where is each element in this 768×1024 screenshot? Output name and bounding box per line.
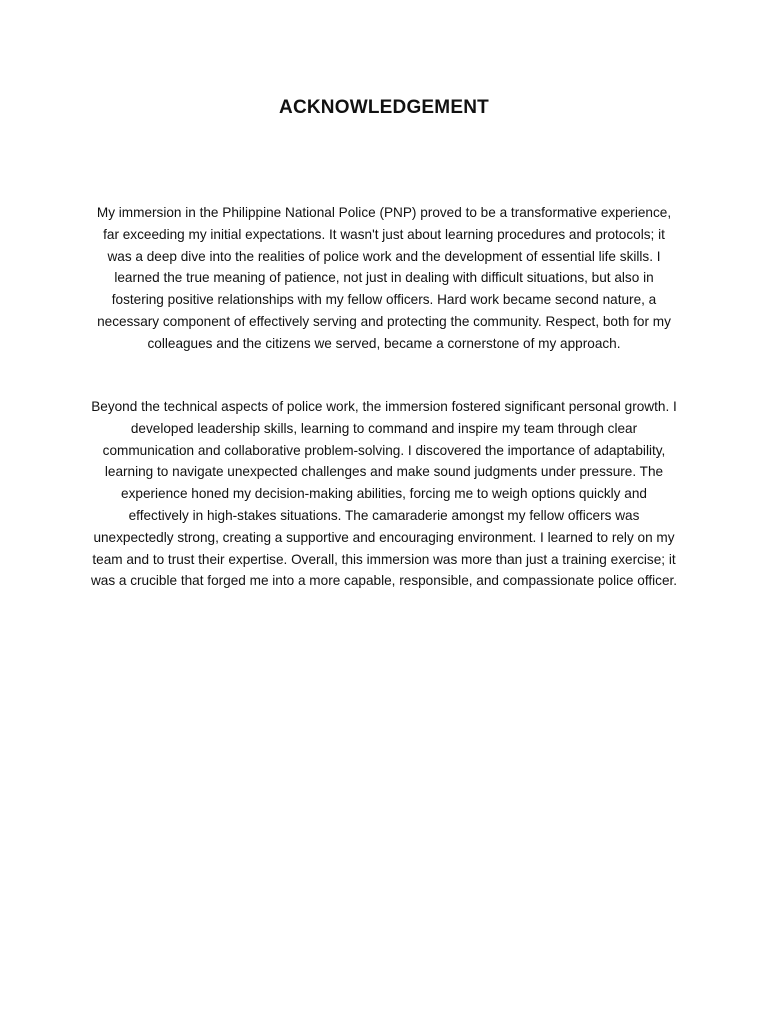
paragraph-1: My immersion in the Philippine National Police (PNP) proved to be a transformative experience, far exceeding my initial expectations. It wasn't just about learning procedures and protocols; it was a deep dive into the realities of police work and the development of essential life skills. I learned the true meaning of patience, not just in dealing with difficult situations, but also in fostering positive relationships with my fellow officers. Hard work became second nature, a necessary component of effectively serving and protecting the community. Respect, both for my colleagues and the citizens we served, became a cornerstone of my approach.	[96, 205, 672, 351]
document-title: ACKNOWLEDGEMENT	[279, 97, 489, 118]
paragraph-2: Beyond the technical aspects of police work, the immersion fostered significant personal growth. I developed leadership skills, learning to command and inspire my team through clear communication and collaborative problem-solving. I discovered the importance of adaptability, learning to navigate unexpected challenges and make sound judgments under pressure. The experience honed my decision-making abilities, forcing me to weigh options quickly and effectively in high-stakes situations. The camaraderie amongst my fellow officers was unexpectedly strong, creating a supportive and encouraging environment. I learned to rely on my team and to trust their expertise. Overall, this immersion was more than just a training exercise; it was a crucible that forged me into a more capable, responsible, and compassionate police officer.	[90, 399, 678, 589]
